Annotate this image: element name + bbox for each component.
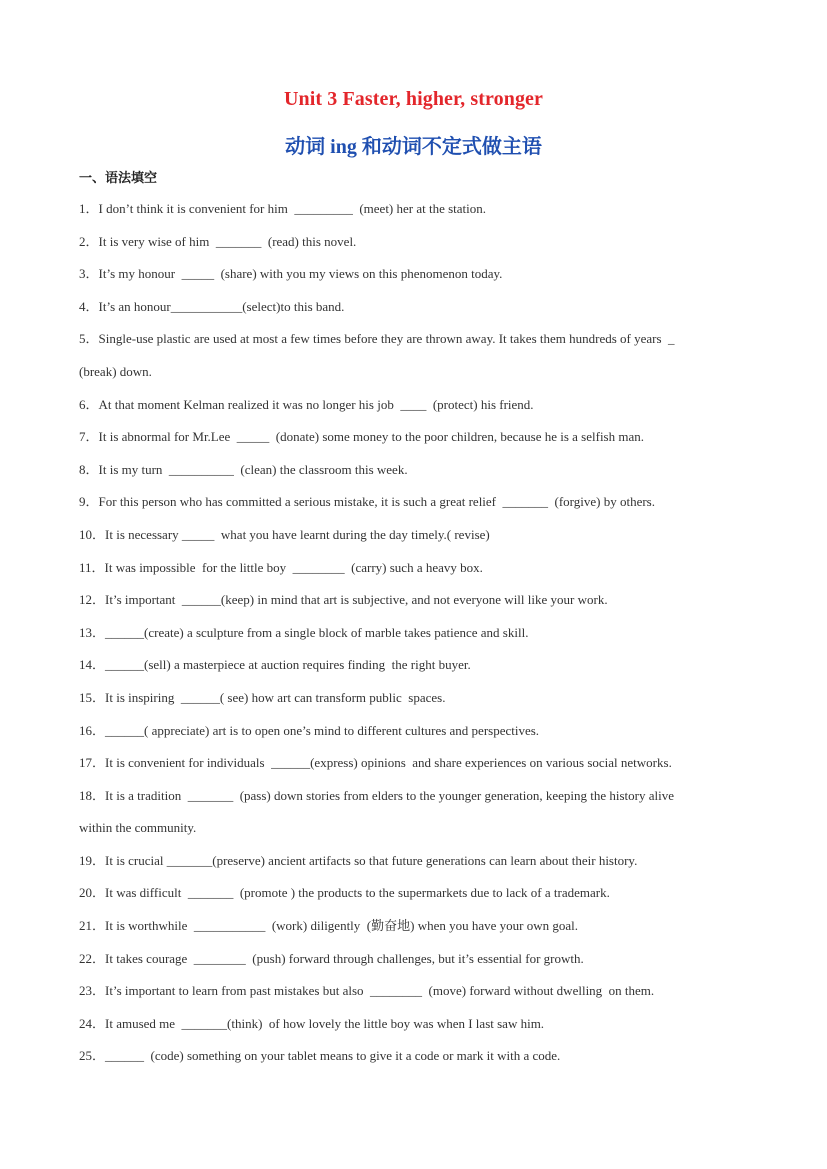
exercise-item <box>79 1040 751 1073</box>
exercise-number: 12． <box>79 592 106 608</box>
exercise-text: It was difficult _______ (promote ) the products to the supermarkets due to lack of a trademark. <box>105 885 610 901</box>
exercise-item <box>79 226 751 259</box>
exercise-number: 1． <box>79 201 99 216</box>
exercise-number: 14． <box>79 657 106 673</box>
exercise-item <box>79 291 751 324</box>
exercise-item <box>79 715 751 748</box>
exercise-item <box>79 617 751 650</box>
exercise-number: 3． <box>79 266 99 282</box>
exercise-number: 21． <box>79 918 106 934</box>
exercise-item <box>79 780 751 813</box>
exercise-number: 18． <box>79 787 106 803</box>
exercise-item <box>79 943 751 976</box>
exercise-number: 25． <box>79 1048 106 1064</box>
exercise-item <box>79 356 751 389</box>
exercise-text: It is necessary _____ what you have learnt during the day timely.( revise) <box>105 526 490 542</box>
exercise-item <box>79 584 751 617</box>
exercise-list <box>79 193 751 1073</box>
exercise-item <box>79 193 751 226</box>
exercise-text: It’s an honour___________(select)to this band. <box>98 298 345 314</box>
exercise-number: 2． <box>79 233 99 249</box>
exercise-text: It is my turn __________ (clean) the classroom this week. <box>98 461 408 477</box>
exercise-text: ______(sell) a masterpiece at auction requires finding the right buyer. <box>105 657 471 673</box>
exercise-text: I don’t think it is convenient for him _________ (meet) her at the station. <box>98 201 487 216</box>
exercise-number: 8． <box>79 461 99 477</box>
exercise-item <box>79 812 751 845</box>
exercise-item <box>79 323 751 356</box>
exercise-text: (break) down. <box>79 363 152 379</box>
document-title: Unit 3 Faster, higher, stronger <box>283 88 544 110</box>
exercise-number: 15． <box>79 689 106 705</box>
exercise-number: 11． <box>79 559 105 575</box>
exercise-item <box>79 877 751 910</box>
exercise-text: It’s important ______(keep) in mind that art is subjective, and not everyone will like your work. <box>105 592 608 608</box>
exercise-text: It is crucial _______(preserve) ancient artifacts so that future generations can learn about their history. <box>105 852 638 868</box>
exercise-item <box>79 975 751 1008</box>
document-subtitle: 动词 ing 和动词不定式做主语 <box>285 136 542 158</box>
exercise-number: 23． <box>79 983 106 999</box>
exercise-number: 16． <box>79 722 106 738</box>
exercise-text: It takes courage ________ (push) forward through challenges, but it’s essential for growth. <box>105 950 584 966</box>
exercise-number: 17． <box>79 755 106 771</box>
exercise-text: It is worthwhile ___________ (work) diligently (勤奋地) when you have your own goal. <box>105 918 578 934</box>
exercise-number: 4． <box>79 298 99 314</box>
exercise-text: It is convenient for individuals ______(express) opinions and share experiences on various social networks. <box>105 755 672 771</box>
exercise-item <box>79 1008 751 1041</box>
exercise-text: At that moment Kelman realized it was no longer his job ____ (protect) his friend. <box>98 396 534 412</box>
exercise-text: ______(create) a sculpture from a single block of marble takes patience and skill. <box>105 624 529 640</box>
exercise-text: ______( appreciate) art is to open one’s mind to different cultures and perspectives. <box>105 722 540 738</box>
exercise-text: It was impossible for the little boy ________ (carry) such a heavy box. <box>104 559 483 575</box>
exercise-number: 7． <box>79 429 99 445</box>
exercise-item <box>79 421 751 454</box>
exercise-item <box>79 747 751 780</box>
exercise-text: It is abnormal for Mr.Lee _____ (donate) some money to the poor children, because he is a selfish man. <box>98 429 645 445</box>
exercise-number: 24． <box>79 1015 106 1031</box>
exercise-item <box>79 454 751 487</box>
exercise-text: It amused me _______(think) of how lovely the little boy was when I last saw him. <box>105 1015 545 1031</box>
exercise-item <box>79 682 751 715</box>
exercise-item <box>79 519 751 552</box>
exercise-number: 13． <box>79 624 106 640</box>
exercise-item <box>79 649 751 682</box>
exercise-item <box>79 389 751 422</box>
exercise-text: For this person who has committed a serious mistake, it is such a great relief _______ (forgive) by others. <box>98 494 655 510</box>
exercise-number: 5． <box>79 331 99 347</box>
section-heading: 一、语法填空 <box>79 171 158 186</box>
exercise-text: Single-use plastic are used at most a few times before they are thrown away. It takes them hundreds of years _ <box>98 331 675 347</box>
exercise-number: 22． <box>79 950 106 966</box>
exercise-number: 20． <box>79 885 106 901</box>
exercise-number: 6． <box>79 396 99 412</box>
exercise-item <box>79 845 751 878</box>
exercise-number: 10． <box>79 526 106 542</box>
exercise-number: 19． <box>79 852 106 868</box>
exercise-text: It is a tradition _______ (pass) down stories from elders to the younger generation, keeping the history alive <box>105 787 674 803</box>
exercise-text: ______ (code) something on your tablet means to give it a code or mark it with a code. <box>105 1048 561 1064</box>
exercise-text: It is inspiring ______( see) how art can transform public spaces. <box>105 689 446 705</box>
exercise-text: It’s important to learn from past mistakes but also ________ (move) forward without dwelling on them. <box>105 983 655 999</box>
exercise-number: 9． <box>79 494 99 510</box>
exercise-text: It’s my honour _____ (share) with you my views on this phenomenon today. <box>98 266 503 282</box>
exercise-item <box>79 486 751 519</box>
exercise-item <box>79 910 751 943</box>
exercise-text: within the community. <box>79 820 197 836</box>
exercise-item <box>79 258 751 291</box>
exercise-item <box>79 552 751 585</box>
exercise-text: It is very wise of him _______ (read) this novel. <box>98 233 357 249</box>
